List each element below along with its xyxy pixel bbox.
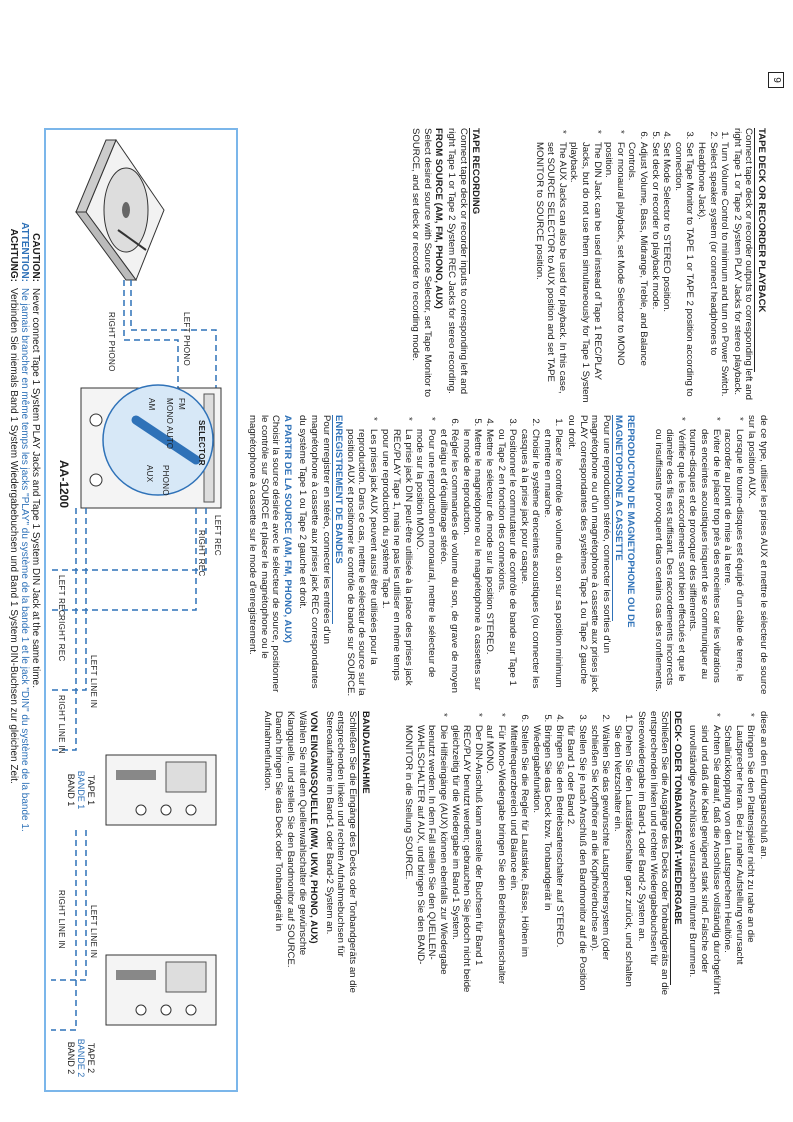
list-item: 5. Set deck or recorder to playback mode. <box>649 142 661 403</box>
fr-enreg-text: Pour enregistrer en stéréo, connecter les entrées d'un magnétophone à cassette aux prises jack REC correspondantes du système Tape 1 ou Tape 2 gauche et droit. <box>297 415 332 689</box>
list-item: 1. Drehen Sie den Lautstärkeschalter ganz zurück, und schalten Sie den Netzschalter ein. <box>611 725 634 996</box>
band2-label: BAND 2 <box>66 1041 76 1075</box>
tape-1-labels <box>66 760 96 820</box>
caution-block <box>8 214 41 832</box>
en-source-title: FROM SOURCE (AM, FM, PHONO, AUX) <box>433 128 445 309</box>
list-item: 5. Mettre le magnétophone ou le magnétophone à cassettes sur le mode de reproduction. <box>460 429 483 697</box>
de-source-text: Wählen Sie mit dem Quellenwahlschalter die gewünschte Klangquelle, und stellen Sie den Bandmonitor auf SOURCE. Danach bringen Sie das Deck oder Tonbandgerät in Aufnahmefunktion. <box>261 711 308 968</box>
fr-repro-title-2: MAGNETOPHONE A CASSETTE <box>612 415 625 621</box>
playback-notes <box>533 128 626 403</box>
right-phono-label: RIGHT PHONO <box>107 312 116 372</box>
fr-repro-title-1: REPRODUCTION DE MAGNETOPHONE OU DE <box>625 415 637 628</box>
achtung-line <box>8 214 19 832</box>
recording-title: TAPE RECORDING <box>469 128 482 274</box>
right-line-in-label-2: RIGHT LINE IN <box>57 890 66 949</box>
selector-fm: FM <box>177 398 186 411</box>
right-rec-label-a: RIGHT REC <box>197 530 206 577</box>
list-item: 4. Set Mode Selector to STEREO position. <box>661 142 673 403</box>
tape-deck-2-illustration <box>106 955 216 1025</box>
recording-text: Connect tape deck or recorder inputs to corresponding left and right Tape 1 or Tape 2 System REC Jacks for stereo recording. <box>445 128 469 395</box>
list-item: * Für Mono-Wiedergabe bringen Sie den Betriebsartenschalter auf MONO. <box>484 725 507 996</box>
tape2-label: TAPE 2 <box>86 1042 96 1074</box>
left-phono-label: LEFT PHONO <box>182 312 191 366</box>
left-rec-label-b: LEFT REC <box>57 575 66 616</box>
attention-label: ATTENTION: <box>19 222 30 282</box>
fr-source-title: A PARTIR DE LA SOURCE (AM, FM, PHONO, AUX) <box>281 415 293 643</box>
fr-repro-notes <box>344 415 437 697</box>
selector-label: SELECTOR <box>197 420 206 466</box>
de-cont-text: diese an den Erdungsanschluß an. <box>758 711 769 860</box>
list-item: * Achten Sie darauf, daß die Anschlüsse vollständig durchgeführt sind und daß die Kabel genügend stark sind. Falsche oder unvollständige Anschlüsse verursachen mitunter Brummen. <box>687 725 722 996</box>
diagram-drawing <box>46 130 236 1090</box>
bande2-label: BANDE 2 <box>76 1038 86 1078</box>
de-source-title: VON EINGANGSQUELLE (MW, UKW, PHONO, AUX) <box>308 711 320 944</box>
de-band-text: Schließen Sie die Eingänge des Decks oder Tonbandgeräts an die entsprechenden linken und rechten Aufnahmebuchsen für Stereoaufnahme im Band-1 oder Band-2 System an. <box>323 711 358 993</box>
list-item: 6. Régler les commandes de volume du son, de grave de moyen et d'aigu et d'équilibrage stéréo. <box>437 429 460 697</box>
list-item: * La prise jack DIN peut-être utilisée à la place des prises jack REC/PLAY Tape 1, mais ne pas les utiliser en même temps pour une reproduction du système Tape 1. <box>379 429 414 697</box>
left-rec-label-a: LEFT REC <box>213 515 222 556</box>
list-item: * Les prises jack AUX peuvent aussi être utilisées pour la reproduction. Dans ce cas, mettre le sélecteur de source sur la position AUX et positionner le contrôle de bande sur SOURCE. <box>344 429 379 697</box>
english-column <box>409 128 769 403</box>
attention-line <box>19 214 30 832</box>
band1-label: BAND 1 <box>66 773 76 807</box>
list-item: 3. Set Tape Monitor to TAPE 1 or TAPE 2 position according to connection. <box>672 142 695 403</box>
list-item: * Vérifier que les raccordements sont bien effectués et que le diamètre des fils est suffisant. Des raccordements incorrects ou insuffisants provoquent dans certains cas des ronflements. <box>652 429 687 697</box>
list-item: 6. Stellen Sie die Regler für Lautstärke, Bässe, Höhen im Mittelfrequenzbereich und Balance ein. <box>507 725 530 996</box>
tape-2-labels <box>66 1030 96 1086</box>
list-item: 5. Bringen Sie das Deck bzw. Tonbandgerät in Wiedergabefunktion. <box>530 725 553 996</box>
caution-label: CAUTION: <box>30 233 41 282</box>
list-item: 4. Bringen Sie den Betriebsartenschalter auf STEREO. <box>553 725 565 996</box>
right-rec-label-b: RIGHT REC <box>57 615 66 662</box>
list-item: * Der DIN-Anschluß kann anstelle der Buchsen für Band 1 REC/PLAY benutzt werden; gebrauchen Sie jedoch nicht beide gleichzeitig für die Wiedergabe im Band-1 System. <box>449 725 484 996</box>
tape-deck-1-illustration <box>106 755 216 825</box>
right-line-in-label-1: RIGHT LINE IN <box>57 695 66 754</box>
attention-text: Ne jamais brancher en même temps les jacks "PLAY" du système de la bande 1 et le jack "DIN" du système de la bande 1. <box>19 288 30 832</box>
list-item: 4. Mettre le sélecteur de mode sur la position STEREO. <box>483 429 495 697</box>
french-column <box>245 415 769 697</box>
page-number: 9 <box>768 72 784 88</box>
de-deck-intro: Schließen Sie die Ausgänge des Decks oder Tonbandgeräts an die entsprechenden linken und rechten Wiedergabebuchsen für Stereowiedergabe im Band-1 oder Band-2 System an. <box>636 711 671 996</box>
list-item: 3. Positionner le commutateur de contrôle de bande sur Tape 1 ou Tape 2 en fonction des connexions. <box>495 429 518 697</box>
tape1-label: TAPE 1 <box>86 774 96 806</box>
list-item: * The DIN Jack can be used instead of Tape 1 REC/PLAY Jacks, but do not use them simultaneously for Tape 1 System playback. <box>568 142 603 403</box>
selector-am: AM <box>147 398 156 411</box>
fr-enreg-title: ENREGISTREMENT DE BANDES <box>332 415 345 624</box>
list-item: 1. Turn Volume Control to minimum and turn on Power Switch. <box>719 142 731 403</box>
achtung-text: Verbinden Sie niemals Band 1 System Wiedergabebuchsen und Band 1 System DIN-Buchsen zur gleichen Zeit. <box>8 288 19 784</box>
german-column <box>260 711 769 996</box>
left-line-in-label-2: LEFT LINE IN <box>89 905 98 959</box>
de-deck-steps <box>507 711 635 996</box>
playback-intro: Connect tape deck or recorder outputs to corresponding left and right Tape 1 or Tape 2 System PLAY Jacks for stereo playback. <box>731 128 755 400</box>
list-item: * Pour une reproduction en monaural, mettre le sélecteur de mode sur la position MONO. <box>414 429 437 697</box>
de-cont-notes <box>687 711 757 996</box>
list-item: 1. Placer le contrôle de volume du son sur sa position minimum et mettre en marche. <box>541 429 564 697</box>
list-item: * Bringen Sie den Plattenspieler nicht zu nahe an die Lautsprecher heran. Bei zu naher Aufstellung verursacht Schallrückkopplung von den Lautsprechern Heultöne. <box>722 725 757 996</box>
bande1-label: BANDE 1 <box>76 770 86 810</box>
fr-cont-text: de ce type, utiliser les prises AUX et mettre le sélecteur de source sur la position AUX. <box>746 415 769 695</box>
selector-phono: PHONO <box>161 465 170 496</box>
fr-repro-steps <box>437 415 565 697</box>
fr-cont-notes <box>652 415 745 697</box>
list-item: * For monaural playback, set Mode Selector to MONO position. <box>603 142 626 403</box>
fr-repro-intro: Pour une reproduction stéréo, connecter les sorties d'un magnétophone ou d'un magnétophone à cassette aux prises jack PLAY correspondantes des systèmes Tape 1 ou Tape 2 gauche ou droit. <box>566 415 612 693</box>
fr-source-text: Choisir la source désirée avec le sélecteur de source, positionner le contrôle sur SOURCE et placer le magnétophone ou le magnétophone à cassette sur le mode d'enregistrement. <box>247 415 282 693</box>
list-item: * Lorsque le tourne-disques est équipé d'un câble de terre, le raccorder au point de mise à la terre. <box>722 429 745 697</box>
list-item: 3. Stellen Sie je nach Anschluß den Bandmonitor auf die Position für Band 1 oder Band 2. <box>565 725 588 996</box>
caution-text: Never connect Tape 1 System PLAY Jacks and Tape 1 System DIN Jack at the same time. <box>30 288 41 689</box>
list-item: * Eviter de le placer trop près des enceintes car les vibrations des enceintes acoustiques risquent de se communiquer au tourne-disques et de provoquer des sifflements. <box>687 429 722 697</box>
list-item: 2. Choisir le système d'enceintes acoustiques (ou connecter les casques à la prise jack pour casque. <box>518 429 541 697</box>
connection-diagram <box>44 128 238 1092</box>
de-deck-title: DECK- ODER TONBANDGERÄT-WIEDERGABE <box>670 711 683 985</box>
model-label: AA-1200 <box>57 460 71 509</box>
left-line-in-label-1: LEFT LINE IN <box>89 655 98 709</box>
turntable-illustration <box>76 140 164 280</box>
list-item: 2. Wählen Sie das gewünschte Lautsprechersystem (oder schließen Sie Kopfhörer an die Kopfhörerbuchse an). <box>588 725 611 996</box>
playback-steps <box>626 128 730 403</box>
selector-auto: AUTO <box>165 426 174 450</box>
list-item: * Die Hilfseingänge (AUX) können ebenfalls zur Wiedergabe benutzt werden. In dem Fall stellen Sie den QUELLEN-WAHLSCHALTER auf AUX, und bringen Sie den BAND-MONITOR in die Stellung SOURCE. <box>403 725 449 996</box>
list-item: 2. Select speaker system (or connect headphones to Headphone Jack). <box>695 142 718 403</box>
achtung-label: ACHTUNG: <box>8 228 19 282</box>
de-band-title: BANDAUFNAHME <box>358 711 371 854</box>
en-source-text: Select desired source with Source Selector, set Tape Monitor to SOURCE, and set deck or recorder to recording mode. <box>410 128 433 398</box>
list-item: * The AUX Jacks can also be used for playback. In this case, set SOURCE SELECTOR to AUX position and set TAPE MONITOR to SOURCE position. <box>533 142 568 403</box>
caution-line <box>30 214 41 832</box>
list-item: 6. Adjust Volume, Bass, Midrange, Treble, and Balance Controls. <box>626 142 649 403</box>
de-deck-notes <box>403 711 507 996</box>
selector-aux: AUX <box>145 465 154 483</box>
selector-mono: MONO <box>165 398 174 425</box>
playback-title: TAPE DECK OR RECORDER PLAYBACK <box>754 128 767 372</box>
